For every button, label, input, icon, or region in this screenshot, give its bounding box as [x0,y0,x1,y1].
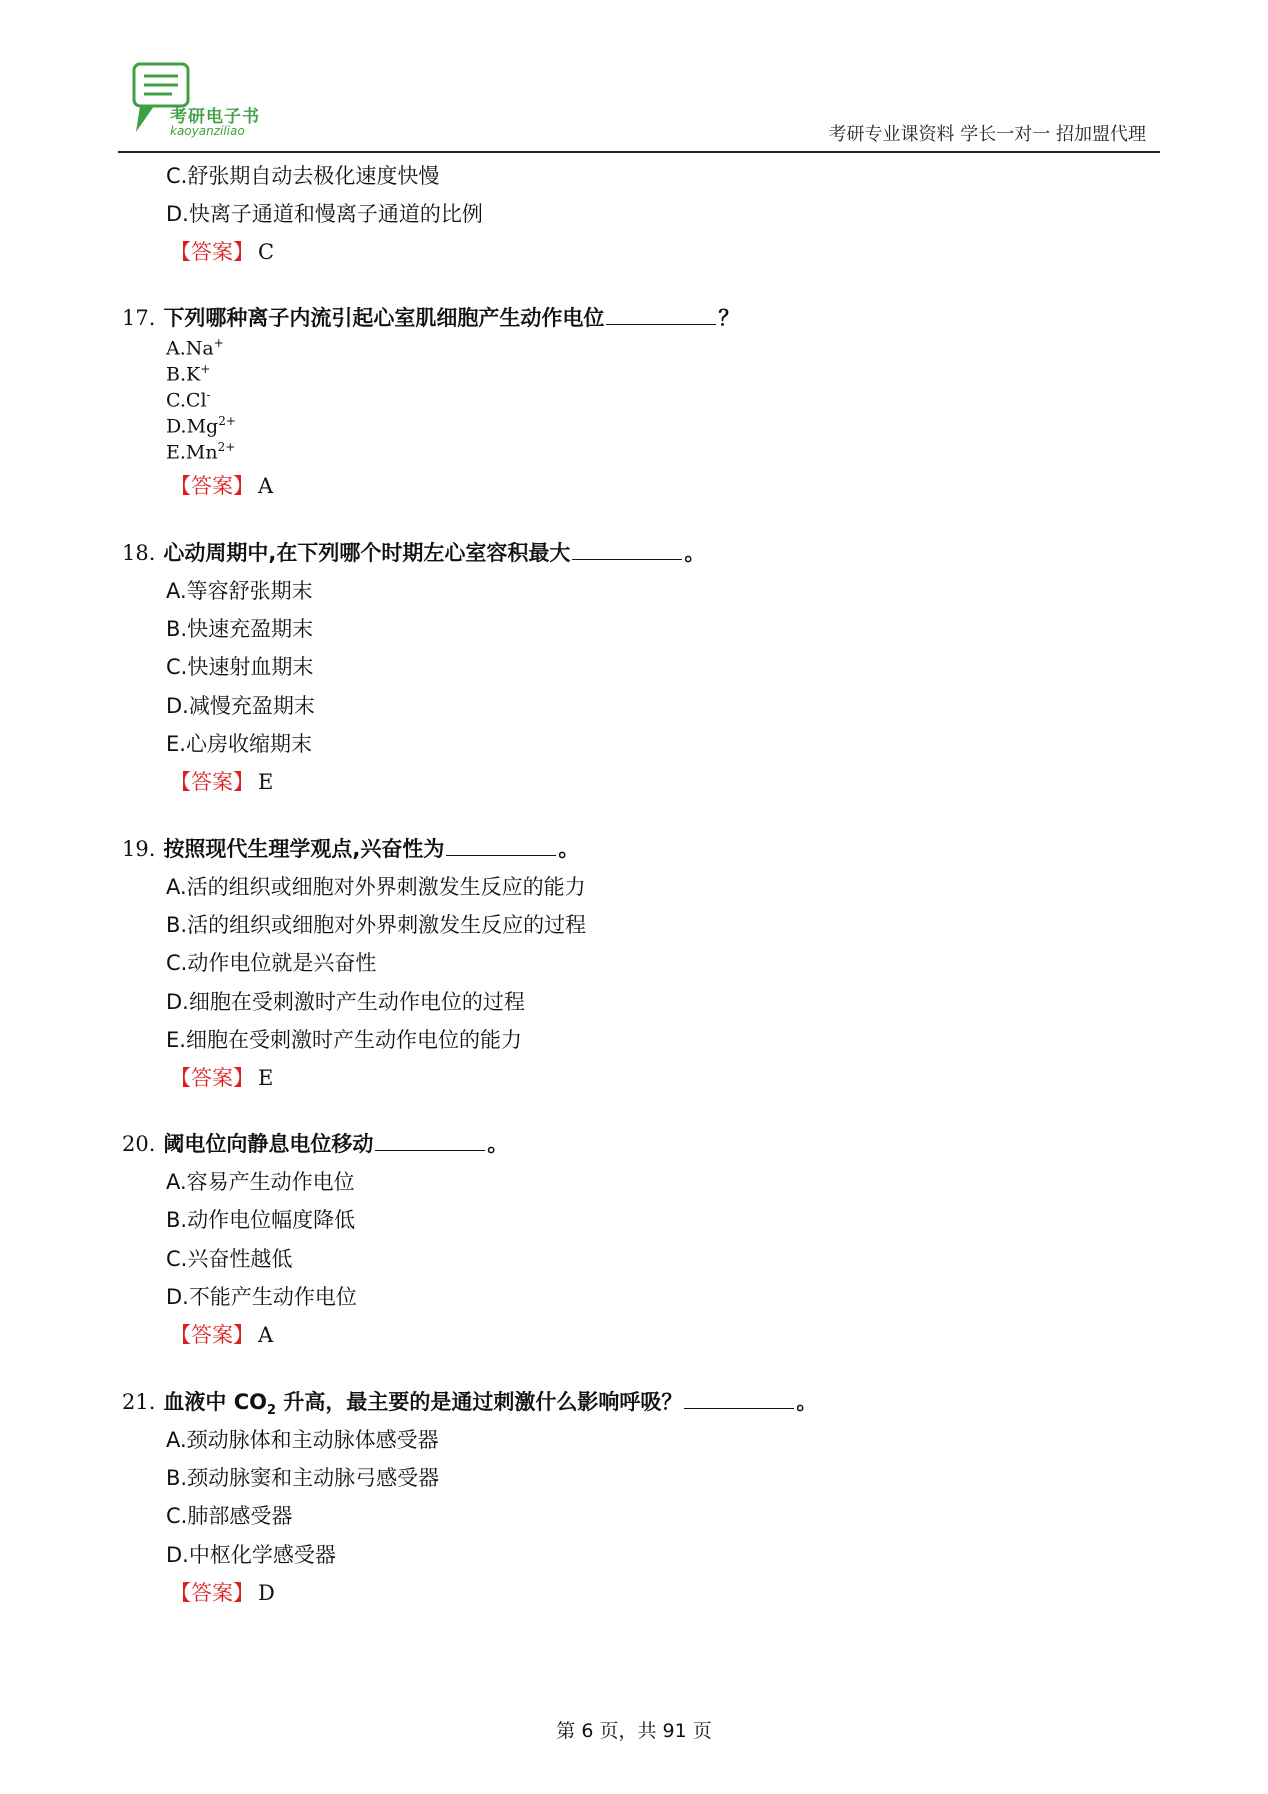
header-tagline: 考研专业课资料 学长一对一 招加盟代理 [828,124,1146,145]
answer-blank [606,306,716,325]
question-end: 。 [684,541,706,565]
answer-blank [684,1390,794,1409]
answer-value: C [258,240,275,264]
question-number: 20. [122,1132,156,1156]
question-text: 下列哪种离子内流引起心室肌细胞产生动作电位 [163,306,605,330]
page-header [118,56,1160,152]
answer-blank [375,1132,485,1151]
option-sup: 2+ [217,440,236,454]
option-base: E.Mn [166,441,218,464]
answer-label: 【答案】 [170,1066,254,1090]
option-sup: + [200,362,211,376]
question-number: 19. [122,837,156,861]
question-number: 17. [122,306,156,330]
option: B.快速充盈期末 [166,617,314,641]
option: D.中枢化学感受器 [166,1543,336,1567]
option-base: C.Cl [166,389,207,412]
option-sup: 2+ [218,414,236,428]
answer-blank [572,541,682,560]
option: D.减慢充盈期末 [166,694,315,718]
option [166,440,235,463]
question-text: 心动周期中,在下列哪个时期左心室容积最大 [163,541,571,565]
option-sup: - [206,388,211,402]
option: C.舒张期自动去极化速度快慢 [166,164,440,188]
option: B.动作电位幅度降低 [166,1208,356,1232]
header-divider [118,151,1160,153]
option: E.细胞在受刺激时产生动作电位的能力 [166,1028,522,1052]
answer-value: E [258,1066,274,1090]
question-end: 。 [558,837,580,861]
answer-label: 【答案】 [170,1323,254,1347]
question-text: 阈电位向静息电位移动 [163,1132,374,1156]
option: B.活的组织或细胞对外界刺激发生反应的过程 [166,913,587,937]
option: C.肺部感受器 [166,1504,293,1528]
question-stem [122,302,739,332]
option [166,362,210,385]
option: A.活的组织或细胞对外界刺激发生反应的能力 [166,875,586,899]
question-stem [122,1386,817,1418]
answer-label: 【答案】 [170,240,254,264]
option [166,414,236,437]
option-sup: + [213,336,224,350]
question-stem [122,833,579,863]
logo-text: 考研电子书 [170,107,260,127]
option: C.兴奋性越低 [166,1247,293,1271]
answer-value: A [258,474,274,498]
question-number: 18. [122,541,156,565]
question-stem [122,1128,508,1158]
answer-label: 【答案】 [170,474,254,498]
question-number: 21. [122,1390,156,1414]
question-stem [122,537,705,567]
option: A.容易产生动作电位 [166,1170,355,1194]
option-base: A.Na [166,337,214,360]
option: C.快速射血期末 [166,655,314,679]
answer [170,1577,275,1607]
question-end: 。 [487,1132,509,1156]
answer-blank [446,837,556,856]
option-base: D.Mg [166,415,219,438]
option-base: B.K [166,363,201,386]
answer-value: D [258,1581,275,1605]
question-text-cont: 升高，最主要的是通过刺激什么影响呼吸？ [276,1390,683,1414]
logo-subtext: kaoyanziliao [170,124,245,138]
answer [170,1062,273,1092]
answer [170,766,273,796]
option: E.心房收缩期末 [166,732,312,756]
option: B.颈动脉窦和主动脉弓感受器 [166,1466,440,1490]
question-end: 。 [796,1390,818,1414]
answer-value: A [258,1323,274,1347]
option: D.不能产生动作电位 [166,1285,357,1309]
answer [170,1319,273,1349]
option [166,336,224,359]
answer-label: 【答案】 [170,1581,254,1605]
question-text: 按照现代生理学观点,兴奋性为 [163,837,445,861]
answer [170,236,274,266]
question-text: 血液中 CO [163,1390,267,1414]
option [166,388,211,411]
option: A.等容舒张期末 [166,579,313,603]
answer-value: E [258,770,274,794]
page-footer: 第 6 页，共 91 页 [556,1720,712,1742]
question-end: ？ [718,306,740,330]
option: C.动作电位就是兴奋性 [166,951,377,975]
option: D.快离子通道和慢离子通道的比例 [166,202,483,226]
answer-label: 【答案】 [170,770,254,794]
option: D.细胞在受刺激时产生动作电位的过程 [166,990,525,1014]
option: A.颈动脉体和主动脉体感受器 [166,1428,439,1452]
question-subscript: 2 [266,1403,277,1419]
answer [170,470,273,500]
